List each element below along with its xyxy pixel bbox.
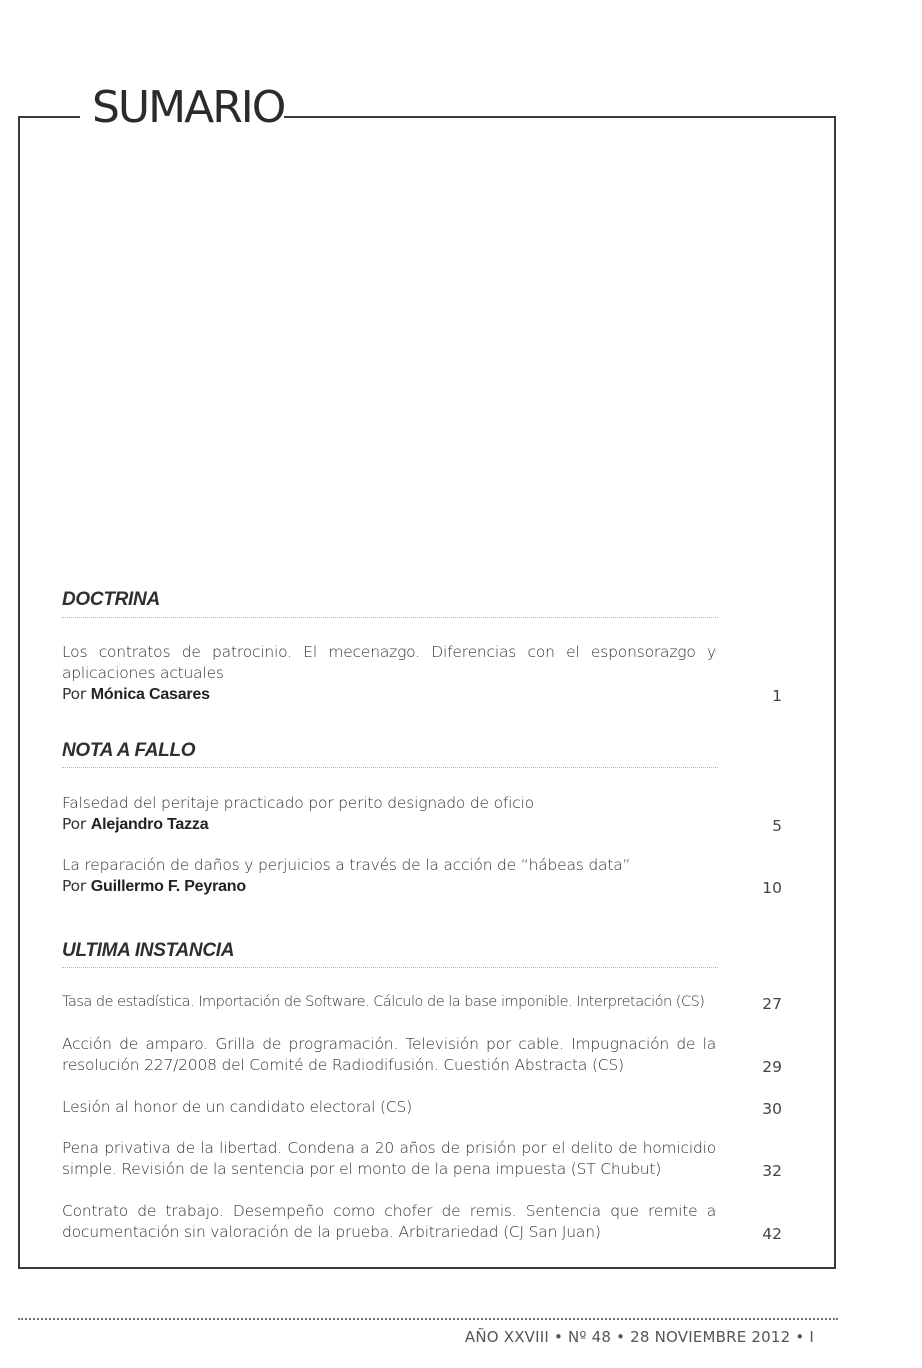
author-prefix: Por bbox=[62, 877, 87, 895]
page-number: 32 bbox=[762, 1162, 782, 1180]
page-number: 1 bbox=[772, 687, 782, 705]
page-title: SUMARIO bbox=[92, 82, 285, 133]
footer-dotted-rule bbox=[18, 1318, 838, 1320]
entry-title: Tasa de estadística. Importación de Software. Cálculo de la base imponible. Interpretación (CS) bbox=[62, 994, 705, 1010]
entry-author-line bbox=[62, 814, 782, 835]
entry-title: Los contratos de patrocinio. El mecenazgo. Diferencias con el esponsorazgo y aplicaciones actuales bbox=[62, 643, 716, 682]
section-rule bbox=[62, 617, 718, 618]
entry-title: Acción de amparo. Grilla de programación. Televisión por cable. Impugnación de la resolución 227/2008 del Comité de Radiodifusión. Cuestión Abstracta (CS) bbox=[62, 1035, 716, 1074]
frame-top-left-rule bbox=[18, 116, 80, 118]
toc-entry[interactable] bbox=[62, 793, 782, 835]
page-number: 30 bbox=[762, 1100, 782, 1118]
section-heading-doctrina: DOCTRINA bbox=[62, 589, 160, 610]
entry-title: La reparación de daños y perjuicios a través de la acción de “hábeas data” bbox=[62, 856, 631, 874]
entry-author-line bbox=[62, 876, 782, 897]
section-rule bbox=[62, 967, 718, 968]
section-heading-ultima-instancia: ULTIMA INSTANCIA bbox=[62, 940, 235, 961]
page-footer: AÑO XXVIII • Nº 48 • 28 NOVIEMBRE 2012 • I bbox=[464, 1328, 814, 1346]
section-heading-nota-a-fallo: NOTA A FALLO bbox=[62, 740, 196, 761]
toc-entry[interactable] bbox=[62, 855, 782, 897]
section-rule bbox=[62, 767, 718, 768]
entry-author-line bbox=[62, 684, 782, 705]
author-name: Mónica Casares bbox=[90, 686, 210, 703]
toc-entry[interactable] bbox=[62, 1201, 782, 1243]
page-number: 42 bbox=[762, 1225, 782, 1243]
page-number: 29 bbox=[762, 1058, 782, 1076]
entry-title: Falsedad del peritaje practicado por perito designado de oficio bbox=[62, 794, 534, 812]
page-number: 5 bbox=[772, 817, 782, 835]
toc-entry[interactable] bbox=[62, 1097, 782, 1118]
author-name: Alejandro Tazza bbox=[90, 816, 209, 833]
frame-top-right-rule bbox=[284, 116, 836, 118]
author-name: Guillermo F. Peyrano bbox=[90, 878, 246, 895]
toc-entry[interactable] bbox=[62, 642, 782, 705]
toc-entry[interactable] bbox=[62, 1138, 782, 1180]
entry-title: Pena privativa de la libertad. Condena a 20 años de prisión por el delito de homicidio simple. Revisión de la sentencia por el monto de la pena impuesta (ST Chubut) bbox=[62, 1139, 716, 1178]
page-number: 27 bbox=[762, 995, 782, 1013]
author-prefix: Por bbox=[62, 815, 87, 833]
toc-entry[interactable] bbox=[62, 1034, 782, 1076]
entry-title: Lesión al honor de un candidato electoral (CS) bbox=[62, 1098, 412, 1116]
toc-entry[interactable] bbox=[62, 992, 782, 1013]
page-number: 10 bbox=[762, 879, 782, 897]
entry-title: Contrato de trabajo. Desempeño como chofer de remis. Sentencia que remite a documentación sin valoración de la prueba. Arbitrariedad (CJ San Juan) bbox=[62, 1202, 716, 1241]
author-prefix: Por bbox=[62, 685, 87, 703]
